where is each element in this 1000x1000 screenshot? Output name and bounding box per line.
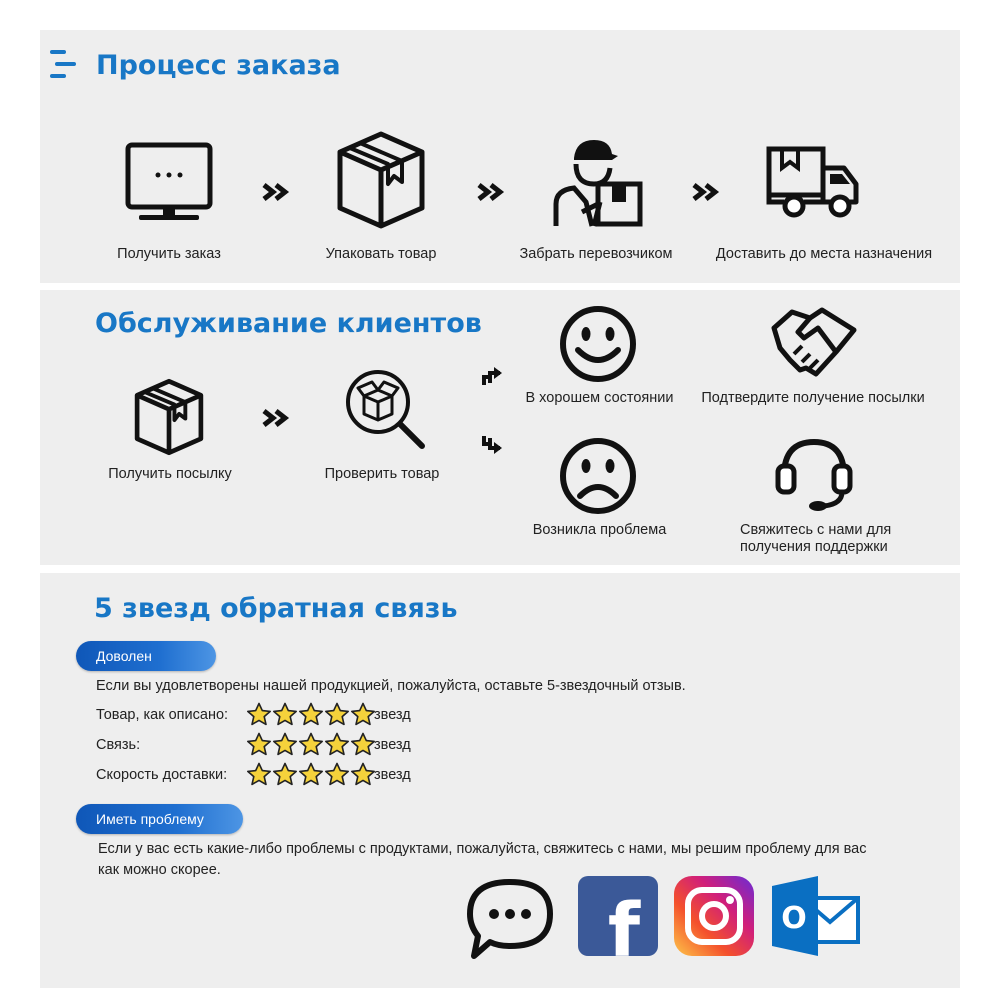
rating-suffix: звезд [374, 737, 411, 753]
contact-label-line1: Свяжитесь с нами для [740, 522, 892, 538]
star-icon [324, 732, 350, 756]
inspect-icon [344, 368, 426, 450]
customer-service-title: Обслуживание клиентов [95, 308, 482, 339]
courier-icon [552, 138, 644, 228]
good-label: В хорошем состоянии [525, 390, 674, 406]
rating-label: Скорость доставки: [96, 767, 228, 783]
rating-label: Связь: [96, 737, 141, 753]
customer-service-panel [40, 290, 960, 565]
star-icon [350, 732, 376, 756]
feedback-title: 5 звезд обратная связь [94, 593, 458, 624]
star-icon [350, 702, 376, 726]
arrow-right-icon [262, 409, 290, 427]
problem-label: Возникла проблема [532, 522, 667, 538]
package-icon [336, 130, 426, 230]
star-icon [272, 702, 298, 726]
check-label: Проверить товар [324, 466, 440, 482]
star-icon [246, 702, 272, 726]
instagram-icon[interactable] [674, 876, 754, 956]
menu-lines-icon [50, 50, 76, 80]
satisfied-text: Если вы удовлетворены нашей продукцией, пожалуйста, оставьте 5-звездочный отзыв. [96, 678, 686, 694]
problem-text-line1: Если у вас есть какие-либо проблемы с продуктами, пожалуйста, свяжитесь с нами, мы решим проблему для вас [98, 841, 867, 857]
facebook-letter: f [607, 888, 641, 956]
confirm-label: Подтвердите получение посылки [701, 390, 925, 406]
handshake-icon [770, 304, 858, 384]
contact-label-line2: получения поддержки [740, 539, 888, 555]
step-label: Получить заказ [117, 246, 221, 262]
outlook-icon[interactable] [770, 876, 860, 956]
receive-label: Получить посылку [108, 466, 232, 482]
smile-icon [558, 304, 638, 384]
headset-icon [774, 436, 854, 516]
star-icon [272, 732, 298, 756]
star-icon [298, 762, 324, 786]
rating-stars [246, 732, 381, 754]
problem-pill: Иметь проблему [76, 804, 243, 834]
arrow-up-right-icon [480, 365, 504, 389]
rating-suffix: звезд [374, 707, 411, 723]
star-icon [272, 762, 298, 786]
star-icon [324, 762, 350, 786]
arrow-right-icon [262, 183, 290, 201]
rating-stars [246, 762, 381, 784]
star-icon [246, 762, 272, 786]
order-process-title: Процесс заказа [96, 50, 341, 81]
step-label: Доставить до места назначения [715, 246, 933, 262]
facebook-icon[interactable] [578, 876, 658, 956]
step-label: Упаковать товар [325, 246, 437, 262]
star-icon [324, 702, 350, 726]
package-icon [134, 378, 204, 456]
problem-text-line2: как можно скорее. [98, 862, 221, 878]
contact-label [740, 522, 940, 556]
sad-icon [558, 436, 638, 516]
chat-icon[interactable] [464, 876, 556, 960]
star-icon [246, 732, 272, 756]
rating-label: Товар, как описано: [96, 707, 229, 723]
star-icon [298, 702, 324, 726]
rating-stars [246, 702, 381, 724]
arrow-right-icon [692, 183, 720, 201]
arrow-down-right-icon [480, 432, 504, 456]
order-process-panel [40, 30, 960, 283]
monitor-icon [125, 142, 213, 222]
truck-icon [766, 146, 860, 218]
rating-suffix: звезд [374, 767, 411, 783]
arrow-right-icon [477, 183, 505, 201]
star-icon [298, 732, 324, 756]
step-label: Забрать перевозчиком [519, 246, 673, 262]
feedback-panel [40, 573, 960, 988]
star-icon [350, 762, 376, 786]
outlook-letter: O [781, 901, 807, 936]
satisfied-pill: Доволен [76, 641, 216, 671]
